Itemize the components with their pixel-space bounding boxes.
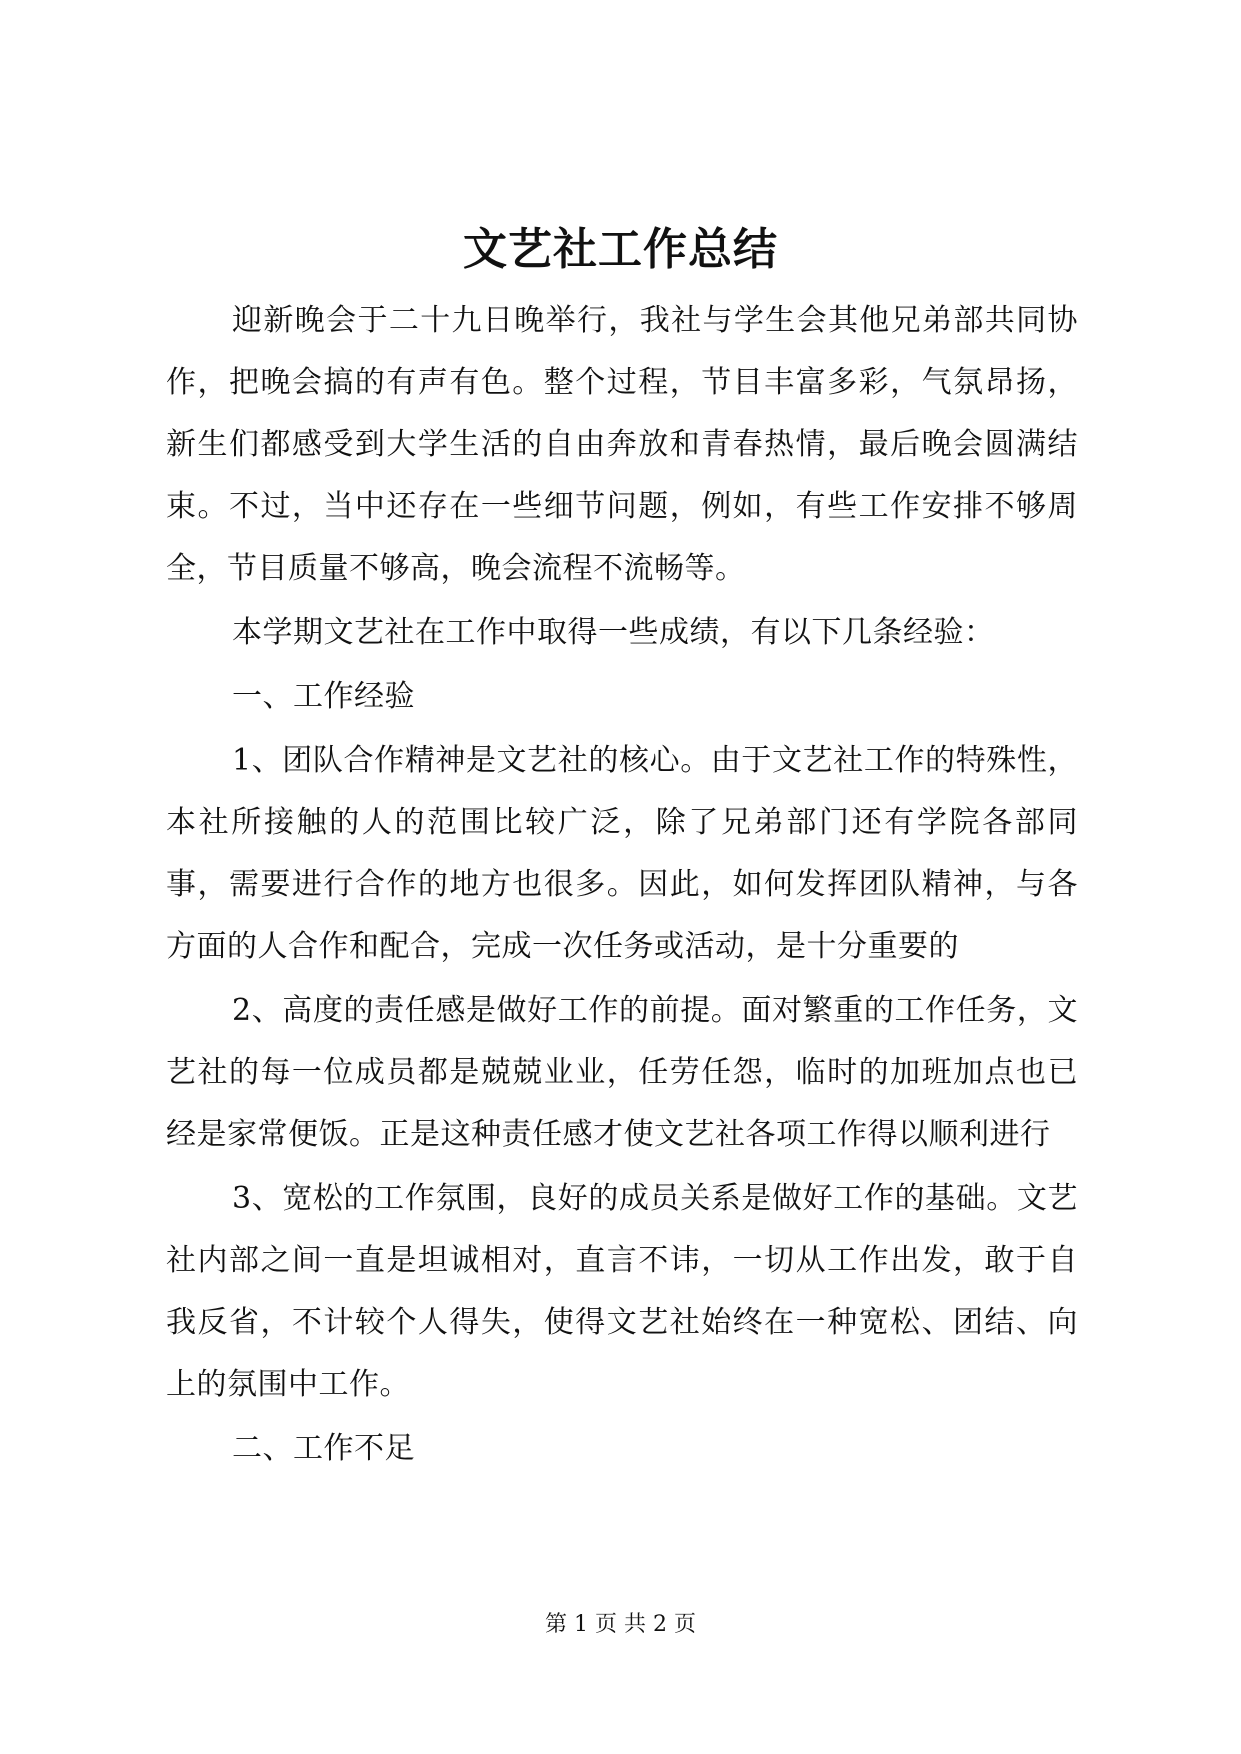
paragraph-experience-1: 1、团队合作精神是文艺社的核心。由于文艺社工作的特殊性，本社所接触的人的范围比较广泛，除了兄弟部门还有学院各部同事，需要进行合作的地方也很多。因此，如何发挥团队精神，与各方面的人合作和配合，完成一次任务或活动，是十分重要的: [166, 743, 1078, 964]
page-number-footer: 第 1 页 共 2 页: [545, 1612, 696, 1637]
document-title: 文艺社工作总结: [463, 224, 778, 275]
paragraph-experience-3: 3、宽松的工作氛围，良好的成员关系是做好工作的基础。文艺社内部之间一直是坦诚相对，直言不讳，一切从工作出发，敢于自我反省，不计较个人得失，使得文艺社始终在一种宽松、团结、向上的氛围中工作。: [166, 1181, 1078, 1402]
document-body: [166, 290, 1078, 1480]
section-heading-shortcomings: 二、工作不足: [232, 1431, 415, 1466]
section-heading-experience: 一、工作经验: [232, 679, 415, 714]
paragraph-experience-2: 2、高度的责任感是做好工作的前提。面对繁重的工作任务，文艺社的每一位成员都是兢兢业业，任劳任怨，临时的加班加点也已经是家常便饭。正是这种责任感才使文艺社各项工作得以顺利进行: [166, 993, 1078, 1152]
paragraph-welcome-party: 迎新晚会于二十九日晚举行，我社与学生会其他兄弟部共同协作，把晚会搞的有声有色。整个过程，节目丰富多彩，气氛昂扬，新生们都感受到大学生活的自由奔放和青春热情，最后晚会圆满结束。不过，当中还存在一些细节问题，例如，有些工作安排不够周全，节目质量不够高，晚会流程不流畅等。: [166, 303, 1078, 586]
paragraph-achievements-intro: 本学期文艺社在工作中取得一些成绩，有以下几条经验：: [232, 615, 995, 650]
